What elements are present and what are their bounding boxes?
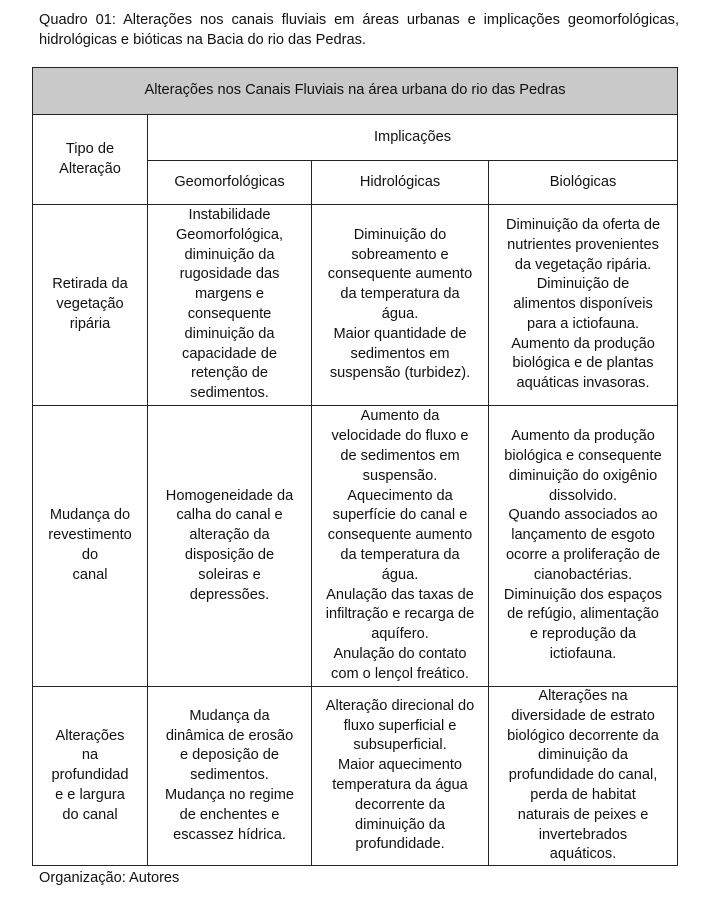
cell-line: invertebrados	[538, 826, 628, 843]
cell-line: sedimentos.	[190, 385, 269, 402]
cell-line: ripária	[69, 315, 111, 332]
cell-line: Alterações	[55, 727, 125, 744]
cell-line: fluxo superficial e	[343, 717, 457, 734]
cell-line: naturais de peixes e	[517, 806, 649, 823]
cell-line: aquáticos.	[549, 846, 617, 863]
cell-line: superfície do canal e	[332, 507, 468, 524]
cell-line: Diminuição de	[536, 276, 630, 293]
cell-line: retenção de	[190, 365, 269, 382]
cell-line: subsuperficial.	[353, 737, 447, 754]
cell-line: Aumento da	[360, 408, 440, 425]
cell-line: calha do canal e	[176, 507, 283, 524]
cell-line: profundidad	[51, 767, 129, 784]
cell-line: biológica e de plantas	[512, 355, 654, 372]
cell-line: vegetação	[56, 296, 124, 313]
column-header-hidrologicas: Hidrológicas	[312, 161, 489, 205]
cell-line: profundidade.	[355, 836, 445, 853]
cell-line: e e largura	[55, 786, 125, 803]
cell-line: Aumento da produção	[511, 335, 655, 352]
cell-line: dinâmica de erosão	[165, 727, 294, 744]
cell-line: diminuição da	[184, 325, 275, 342]
cell-line: infiltração e recarga de	[325, 606, 475, 623]
geomorphological-cell	[148, 406, 312, 687]
cell-line: biológico decorrente da	[507, 727, 659, 744]
cell-line: sedimentos em	[350, 345, 450, 362]
cell-line: rugosidade das	[179, 266, 280, 283]
alteration-type-cell	[33, 406, 148, 687]
cell-line: diversidade de estrato	[511, 707, 655, 724]
cell-line: Alterações na	[538, 688, 628, 704]
cell-line: alimentos disponíveis	[513, 296, 653, 313]
table-row	[33, 205, 678, 406]
table-caption: Quadro 01: Alterações nos canais fluviais em áreas urbanas e implicações geomorfológicas, hidrológicas e bióticas na Bacia do rio das Pedras.	[39, 12, 679, 48]
cell-line: biológica e consequente	[504, 448, 662, 465]
cell-line: Instabilidade	[188, 207, 271, 224]
cell-line: na	[81, 747, 99, 764]
cell-line: da vegetação ripária.	[514, 256, 652, 273]
cell-line: diminuição do oxigênio	[508, 467, 658, 484]
cell-line: decorrente da	[354, 796, 446, 813]
cell-line: temperatura da água	[332, 777, 468, 794]
cell-line: aquáticas invasoras.	[516, 375, 650, 392]
cell-line: Geomorfológica,	[175, 226, 284, 243]
cell-line: do canal	[62, 806, 118, 823]
type-header	[33, 115, 148, 205]
cell-line: com o lençol freático.	[331, 665, 469, 682]
geomorphological-cell	[148, 205, 312, 406]
cell-line: diminuição da	[537, 747, 629, 764]
table-row	[33, 687, 678, 866]
cell-line: Anulação das taxas de	[326, 586, 474, 603]
cell-line: de sedimentos em	[340, 448, 460, 465]
cell-line: Maior aquecimento	[337, 757, 463, 774]
cell-line: da temperatura da	[340, 286, 460, 303]
cell-line: de refúgio, alimentação	[507, 606, 659, 623]
column-header-biologicas: Biológicas	[489, 161, 678, 205]
biological-cell	[489, 687, 678, 866]
cell-line: água.	[381, 306, 419, 322]
cell-line: canal	[72, 566, 108, 583]
cell-line: nutrientes provenientes	[507, 236, 659, 253]
cell-line: perda de habitat	[530, 786, 636, 803]
alteracoes-table	[32, 67, 678, 866]
cell-line: capacidade de	[182, 345, 277, 362]
type-header-line: Alteração	[59, 160, 121, 177]
cell-line: Diminuição dos espaços	[503, 586, 663, 603]
table-row	[33, 406, 678, 687]
cell-line: e deposição de	[180, 747, 279, 764]
cell-line: Homogeneidade da	[165, 487, 294, 504]
geomorphological-cell	[148, 687, 312, 866]
cell-line: sedimentos.	[190, 767, 269, 784]
cell-line: sobreamento e	[351, 246, 449, 263]
cell-line: dissolvido.	[548, 487, 618, 504]
cell-line: Mudança da	[189, 707, 270, 724]
cell-line: velocidade do fluxo e	[331, 428, 469, 445]
cell-line: suspensão (turbidez).	[329, 365, 471, 382]
cell-line: consequente	[187, 306, 272, 322]
cell-line: consequente aumento	[327, 527, 473, 544]
cell-line: Anulação do contato	[333, 645, 467, 662]
cell-line: Diminuição da oferta de	[505, 216, 661, 233]
cell-line: Diminuição do	[353, 226, 447, 243]
cell-line: revestimento	[48, 527, 132, 544]
cell-line: e reprodução da	[529, 626, 637, 643]
cell-line: margens e	[195, 286, 264, 303]
cell-line: aquífero.	[371, 626, 429, 643]
hydrological-cell	[312, 205, 489, 406]
cell-line: Maior quantidade de	[333, 325, 467, 342]
cell-line: Retirada da	[52, 276, 128, 293]
biological-cell	[489, 406, 678, 687]
cell-line: consequente aumento	[327, 266, 473, 283]
cell-line: suspensão.	[362, 467, 438, 484]
alteration-type-cell	[33, 205, 148, 406]
cell-line: alteração da	[189, 527, 270, 544]
cell-line: da temperatura da	[340, 547, 460, 563]
table-title: Alterações nos Canais Fluviais na área urbana do rio das Pedras	[33, 68, 678, 115]
type-header-line: Tipo de	[65, 140, 115, 157]
cell-line: profundidade do canal,	[508, 767, 658, 784]
cell-line: Aumento da produção	[511, 428, 655, 445]
cell-line: Mudança no regime	[165, 786, 294, 803]
cell-line: lançamento de esgoto	[511, 527, 655, 544]
cell-line: água.	[381, 566, 419, 583]
cell-line: diminuição da	[184, 246, 275, 263]
hydrological-cell	[312, 687, 489, 866]
column-header-geomorfologicas: Geomorfológicas	[148, 161, 312, 205]
cell-line: do	[81, 547, 99, 563]
cell-line: Alteração direcional do	[325, 697, 475, 714]
source-note: Organização: Autores	[39, 870, 180, 886]
cell-line: soleiras e	[198, 566, 261, 583]
cell-line: disposição de	[184, 547, 275, 563]
cell-line: Mudança do	[49, 507, 131, 524]
hydrological-cell	[312, 406, 489, 687]
cell-line: escassez hídrica.	[173, 826, 286, 843]
cell-line: depressões.	[189, 586, 270, 603]
biological-cell	[489, 205, 678, 406]
cell-line: de enchentes e	[179, 806, 280, 823]
cell-line: Aquecimento da	[347, 487, 453, 504]
cell-line: ictiofauna.	[549, 645, 617, 662]
alteration-type-cell	[33, 687, 148, 866]
cell-line: Quando associados ao	[508, 507, 658, 524]
cell-line: para a ictiofauna.	[527, 315, 639, 332]
implications-header: Implicações	[148, 115, 678, 161]
cell-line: diminuição da	[354, 816, 446, 833]
cell-line: cianobactérias.	[533, 566, 633, 583]
cell-line: ocorre a proliferação de	[505, 547, 661, 563]
